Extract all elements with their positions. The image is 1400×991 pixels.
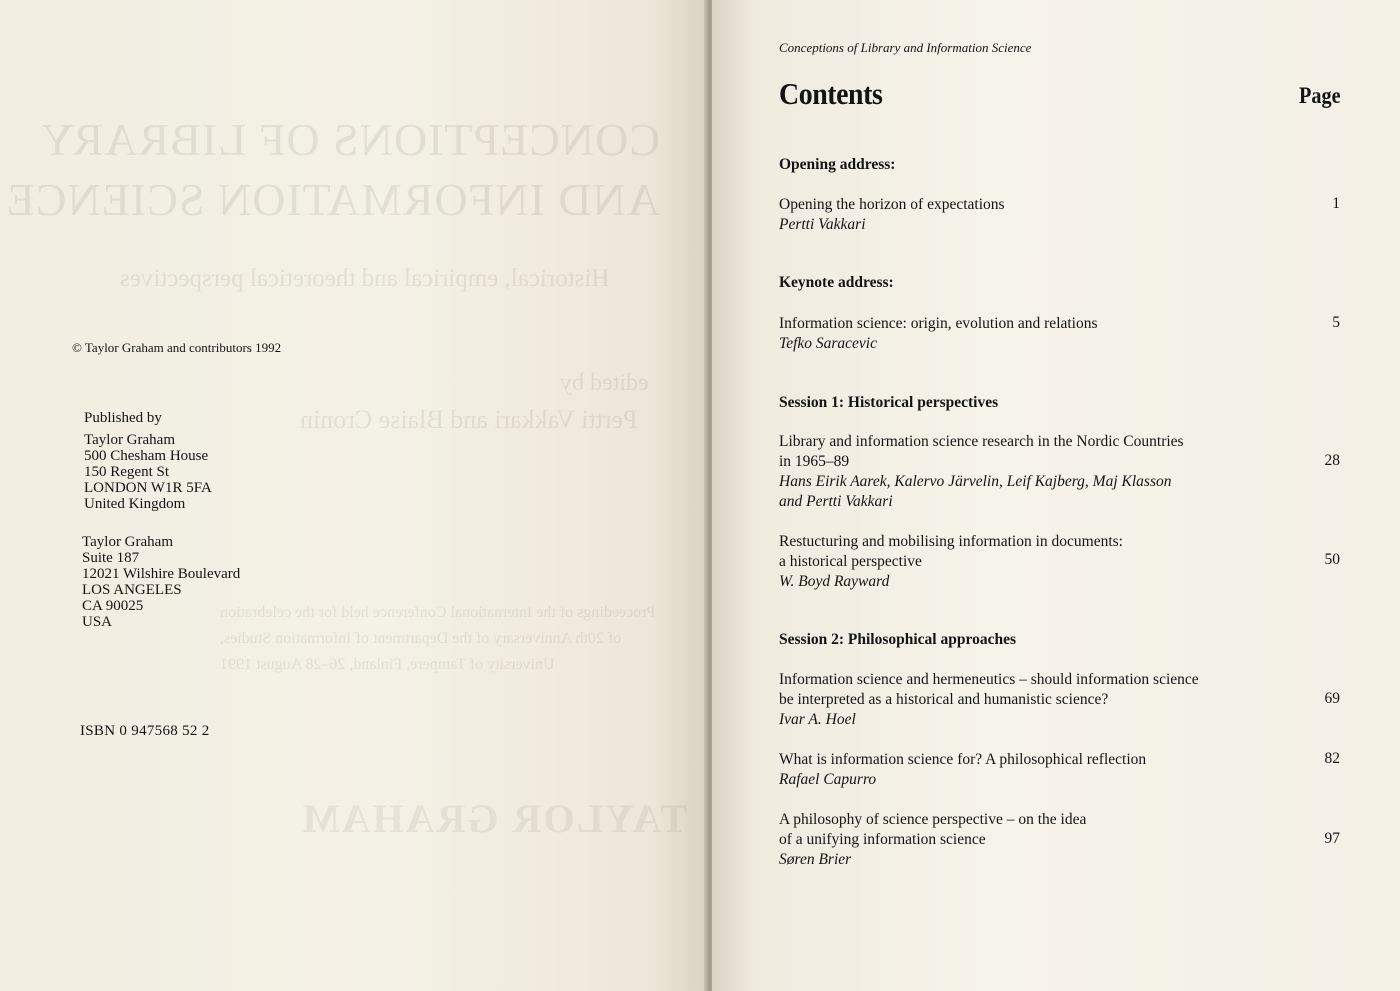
toc-entry[interactable] [779,810,1249,870]
address-line: Suite 187 [82,550,140,566]
address-line: 150 Regent St [84,464,169,480]
entry-title: of a unifying information science [779,831,986,848]
entry-title: Information science: origin, evolution and relations [779,315,1098,332]
contents-title: Contents [779,76,883,111]
page-column-label: Page [1299,83,1341,108]
address-line: CA 90025 [82,598,144,614]
entry-title: Library and information science research in the Nordic Countries [779,433,1184,450]
entry-title: in 1965–89 [779,453,850,470]
entry-authors: Ivar A. Hoel [779,711,856,728]
entry-title: A philosophy of science perspective – on the idea [779,811,1087,828]
entry-page-number: 82 [1324,750,1340,767]
publisher-address-usa [82,534,240,630]
published-by-label: Published by [84,410,162,426]
entry-title: Restucturing and mobilising information in documents: [779,533,1123,550]
show-through-publisher-logo: TAYLOR GRAHAM [300,796,688,841]
show-through-subtitle: Historical, empirical and theoretical perspectives [120,265,610,292]
entry-authors: Rafael Capurro [779,771,877,788]
toc-entry[interactable] [779,750,1249,790]
toc-entry[interactable] [779,314,1249,354]
entry-title: a historical perspective [779,553,922,570]
address-line: United Kingdom [84,496,186,512]
running-head: Conceptions of Library and Information Science [779,40,1032,55]
section-heading: Session 2: Philosophical approaches [779,631,1016,648]
copyright-notice: © Taylor Graham and contributors 1992 [72,340,282,355]
entry-authors: W. Boyd Rayward [779,573,890,590]
address-line: Taylor Graham [84,432,175,448]
address-line: Taylor Graham [82,534,173,550]
entry-authors: and Pertti Vakkari [779,493,893,510]
toc-entry[interactable] [779,670,1249,730]
entry-title: Opening the horizon of expectations [779,196,1005,213]
address-line: 12021 Wilshire Boulevard [82,566,241,582]
entry-page-number: 69 [1324,690,1340,707]
address-line: 500 Chesham House [84,448,209,464]
show-through-edited-by: edited by [560,370,649,396]
entry-page-number: 1 [1332,195,1340,212]
show-through-title: CONCEPTIONS OF LIBRARY AND INFORMATION SCIENCE [5,114,660,225]
publisher-address-uk [84,410,212,512]
entry-page-number: 5 [1332,314,1340,331]
toc-entry[interactable] [779,432,1249,512]
show-through-proceedings: Proceedings of the International Conference held for the celebration of 20th Anniversary of the Department of Information Studies, University of Tampere, Finland, 26–28 August 1991 [220,604,656,673]
show-through-editors: Pertti Vakkari and Blaise Cronin [300,405,638,434]
entry-title: What is information science for? A philosophical reflection [779,751,1147,768]
entry-title: be interpreted as a historical and humanistic science? [779,691,1109,708]
entry-authors: Hans Eirik Aarek, Kalervo Järvelin, Leif Kajberg, Maj Klasson [779,473,1172,490]
section-heading: Opening address: [779,156,896,173]
section-heading: Session 1: Historical perspectives [779,394,999,411]
entry-title: Information science and hermeneutics – should information science [779,671,1199,688]
address-line: USA [82,614,113,630]
address-line: LONDON W1R 5FA [84,480,212,496]
entry-page-number: 97 [1324,830,1340,847]
entry-authors: Søren Brier [779,851,852,868]
entry-page-number: 28 [1324,452,1340,469]
toc-entry[interactable] [779,532,1249,592]
section-heading: Keynote address: [779,274,894,291]
address-line: LOS ANGELES [82,582,182,598]
entry-authors: Pertti Vakkari [779,216,866,233]
isbn: ISBN 0 947568 52 2 [80,723,210,739]
entry-authors: Tefko Saracevic [779,335,877,352]
entry-page-number: 50 [1324,551,1340,568]
toc-entry[interactable] [779,195,1249,235]
